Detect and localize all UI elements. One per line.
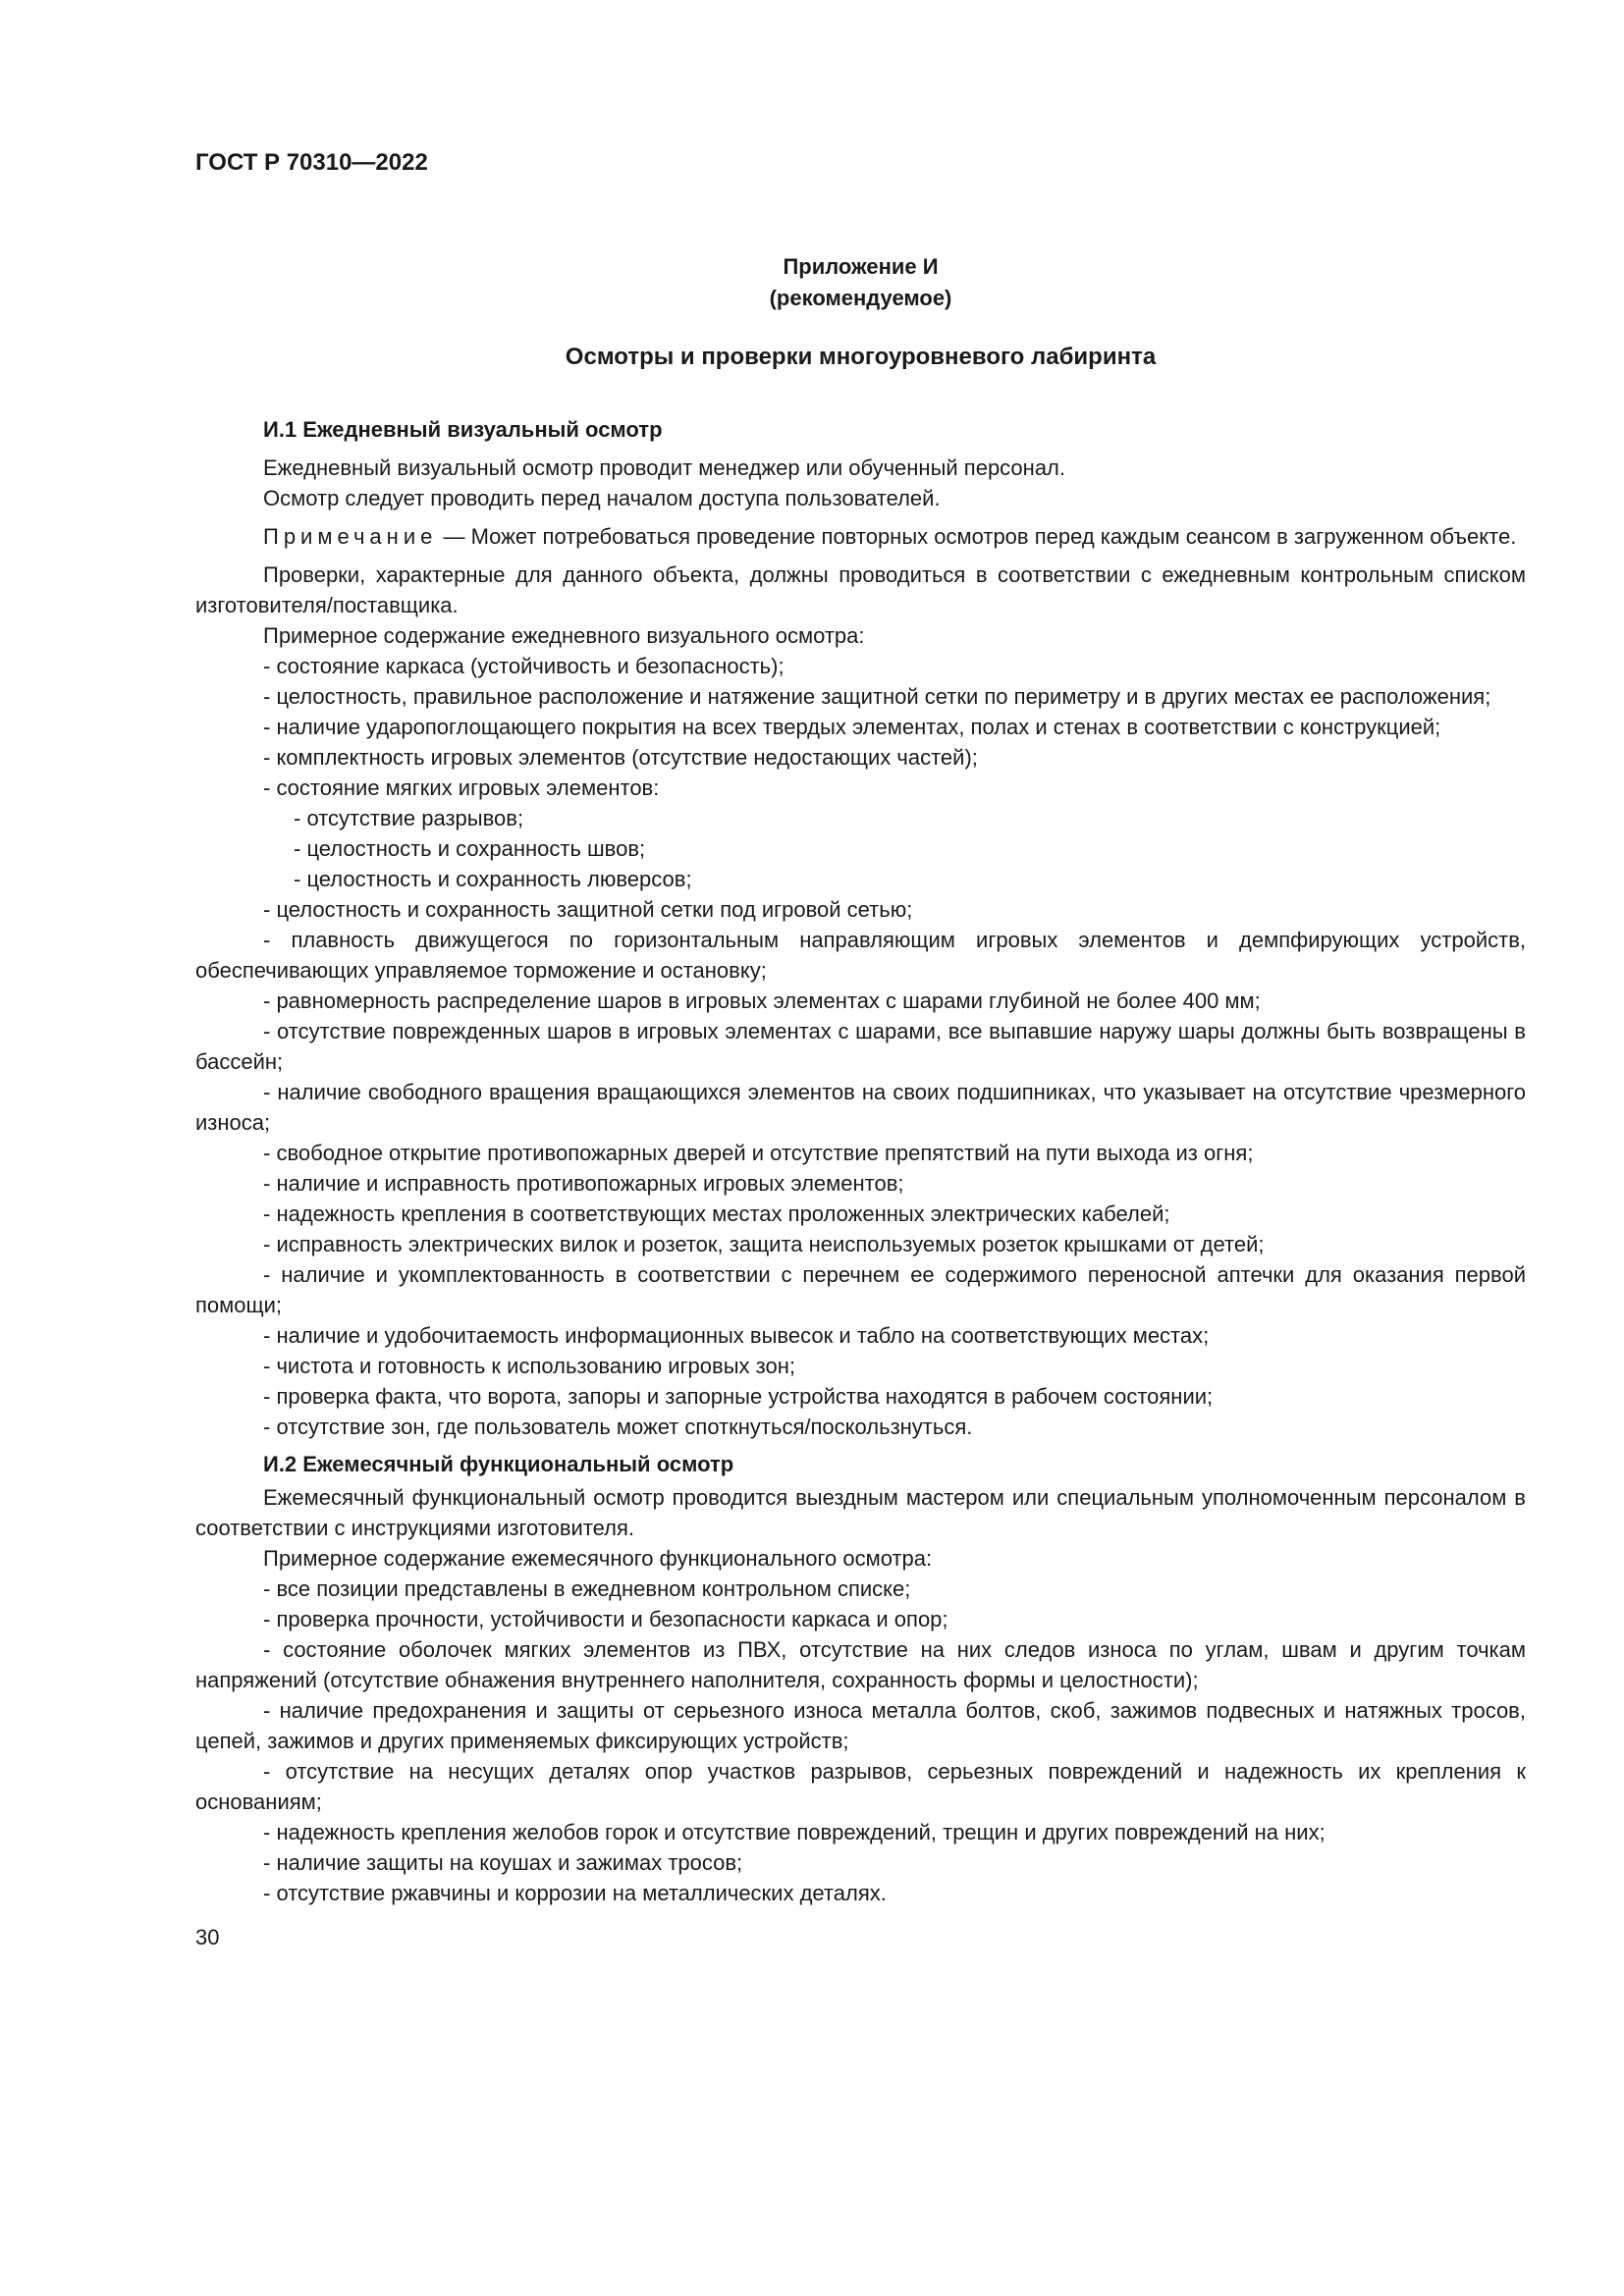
list-item: - наличие защиты на коушах и зажимах тросов;	[263, 1850, 743, 1875]
appendix-status: (рекомендуемое)	[769, 286, 952, 310]
appendix-label: Приложение И	[783, 254, 939, 279]
paragraph: Ежемесячный функциональный осмотр проводится выездным мастером или специальным уполномоченным персоналом в соответствии с инструкциями изготовителя.	[195, 1485, 1526, 1540]
list-item: - исправность электрических вилок и розеток, защита неиспользуемых розеток крышками от детей;	[263, 1232, 1265, 1256]
section-1-title: И.1 Ежедневный визуальный осмотр	[263, 417, 663, 442]
list-item: - проверка факта, что ворота, запоры и запорные устройства находятся в рабочем состоянии;	[263, 1384, 1214, 1409]
appendix-title: Осмотры и проверки многоуровневого лабиринта	[565, 344, 1157, 370]
list-item: - состояние каркаса (устойчивость и безопасность);	[263, 654, 785, 678]
note-label: Примечание	[263, 524, 438, 549]
document-page	[195, 147, 1526, 1952]
paragraph: Примерное содержание ежемесячного функционального осмотра:	[263, 1546, 933, 1571]
list-item: - наличие и укомплектованность в соответствии с перечнем ее содержимого переносной аптечки для оказания первой помощи;	[195, 1262, 1526, 1317]
list-item: - наличие ударопоглощающего покрытия на всех твердых элементах, полах и стенах в соответствии с конструкцией;	[263, 715, 1441, 739]
sub-list-item: - целостность и сохранность швов;	[294, 836, 646, 861]
list-item: - наличие и удобочитаемость информационных вывесок и табло на соответствующих местах;	[263, 1323, 1210, 1348]
list-item: - плавность движущегося по горизонтальным направляющим игровых элементов и демпфирующих устройств, обеспечивающих управляемое торможение и остановку;	[195, 928, 1526, 983]
list-item: - отсутствие зон, где пользователь может споткнуться/поскользнуться.	[263, 1415, 973, 1439]
list-item: - все позиции представлены в ежедневном контрольном списке;	[263, 1576, 911, 1601]
list-item: - надежность крепления желобов горок и отсутствие повреждений, трещин и других повреждений на них;	[263, 1820, 1326, 1844]
list-item: - надежность крепления в соответствующих местах проложенных электрических кабелей;	[263, 1201, 1170, 1226]
list-item: - целостность и сохранность защитной сетки под игровой сетью;	[263, 897, 913, 922]
paragraph: Примерное содержание ежедневного визуального осмотра:	[263, 623, 865, 648]
sub-list-item: - целостность и сохранность люверсов;	[294, 867, 692, 891]
list-item: - проверка прочности, устойчивости и безопасности каркаса и опор;	[263, 1607, 948, 1631]
paragraph: Осмотр следует проводить перед началом доступа пользователей.	[263, 486, 941, 510]
list-item: - наличие свободного вращения вращающихся элементов на своих подшипниках, что указывает на отсутствие чрезмерного износа;	[195, 1080, 1526, 1135]
list-item: - свободное открытие противопожарных дверей и отсутствие препятствий на пути выхода из огня;	[263, 1141, 1254, 1165]
list-item: - комплектность игровых элементов (отсутствие недостающих частей);	[263, 745, 978, 770]
list-item: - чистота и готовность к использованию игровых зон;	[263, 1354, 795, 1378]
list-item: - отсутствие ржавчины и коррозии на металлических деталях.	[263, 1881, 887, 1905]
list-item: - отсутствие поврежденных шаров в игровых элементах с шарами, все выпавшие наружу шары должны быть возвращены в бассейн;	[195, 1019, 1526, 1074]
page-number: 30	[195, 1925, 220, 1949]
sub-list-item: - отсутствие разрывов;	[294, 806, 524, 830]
section-2-title: И.2 Ежемесячный функциональный осмотр	[263, 1452, 734, 1476]
list-item: - наличие и исправность противопожарных игровых элементов;	[263, 1171, 904, 1196]
list-item: - равномерность распределение шаров в игровых элементах с шарами глубиной не более 400 мм;	[263, 988, 1261, 1013]
appendix-heading	[195, 251, 1526, 314]
paragraph: Ежедневный визуальный осмотр проводит менеджер или обученный персонал.	[263, 455, 1065, 480]
list-item: - состояние оболочек мягких элементов из ПВХ, отсутствие на них следов износа по углам, швам и другим точкам напряжений (отсутствие обнажения внутреннего наполнителя, сохранность формы и целостности);	[195, 1637, 1526, 1692]
note-text: — Может потребоваться проведение повторных осмотров перед каждым сеансом в загруженном объекте.	[437, 524, 1517, 549]
list-item: - целостность, правильное расположение и натяжение защитной сетки по периметру и в других местах ее расположения;	[263, 684, 1491, 709]
document-code: ГОСТ Р 70310—2022	[195, 149, 428, 176]
note	[195, 521, 1526, 552]
list-item: - состояние мягких игровых элементов:	[263, 775, 660, 800]
list-item: - наличие предохранения и защиты от серьезного износа металла болтов, скоб, зажимов подвесных и натяжных тросов, цепей, зажимов и других применяемых фиксирующих устройств;	[195, 1698, 1526, 1753]
paragraph: Проверки, характерные для данного объекта, должны проводиться в соответствии с ежедневным контрольным списком изготовителя/поставщика.	[195, 562, 1526, 617]
list-item: - отсутствие на несущих деталях опор участков разрывов, серьезных повреждений и надежность их крепления к основаниям;	[195, 1759, 1526, 1814]
